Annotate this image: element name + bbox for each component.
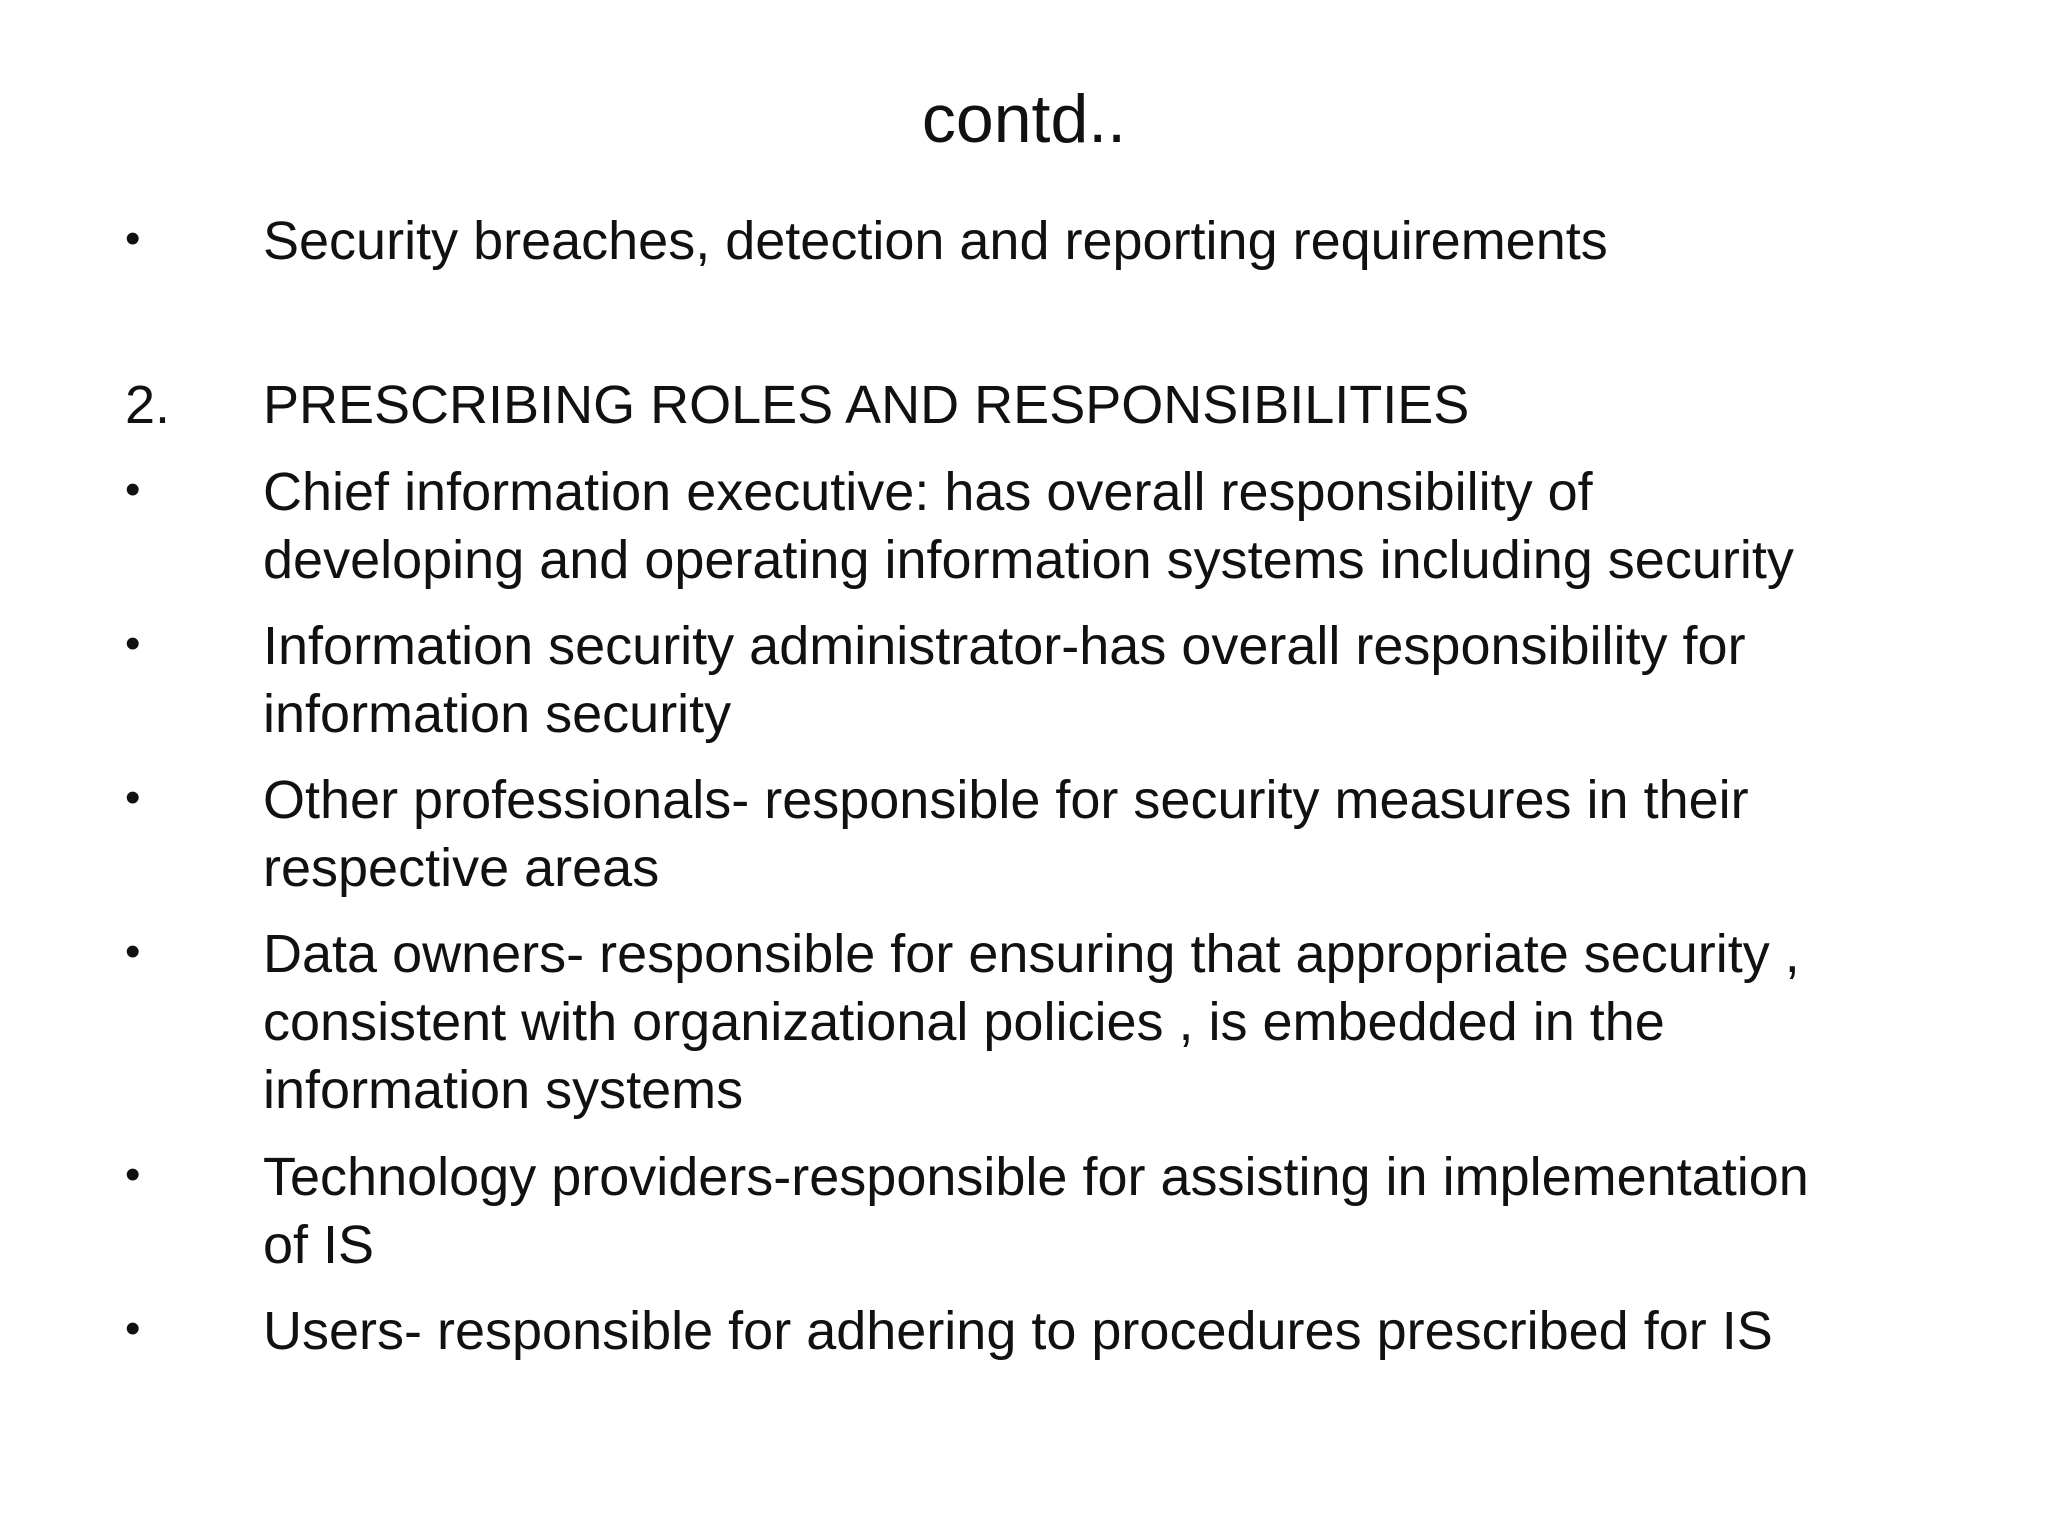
bullet-marker: • — [125, 619, 141, 668]
list-item-text: Other professionals- responsible for security measures in their respective areas — [263, 770, 1749, 898]
section-heading: PRESCRIBING ROLES AND RESPONSIBILITIES — [263, 375, 1470, 435]
list-item-text: Information security administrator-has overall responsibility for information security — [263, 616, 1746, 744]
list-item-text: Chief information executive: has overall responsibility of developing and operating information systems including security — [263, 462, 1794, 590]
list-item-text: Security breaches, detection and reporting requirements — [263, 211, 1608, 271]
slide-title: contd.. — [921, 81, 1127, 157]
bullet-marker: • — [125, 1304, 141, 1353]
bullet-marker: • — [125, 927, 141, 976]
bullet-marker: • — [125, 1150, 141, 1199]
list-item-text: Data owners- responsible for ensuring that appropriate security , consistent with organizational policies , is embedded in the information systems — [263, 924, 1800, 1120]
bullet-marker: • — [125, 465, 141, 514]
bullet-marker: • — [125, 214, 141, 263]
list-item-text: Technology providers-responsible for assisting in implementation of IS — [263, 1147, 1809, 1275]
list-item-text: Users- responsible for adhering to procedures prescribed for IS — [263, 1301, 1773, 1361]
section-number: 2. — [125, 375, 171, 435]
bullet-marker: • — [125, 773, 141, 822]
